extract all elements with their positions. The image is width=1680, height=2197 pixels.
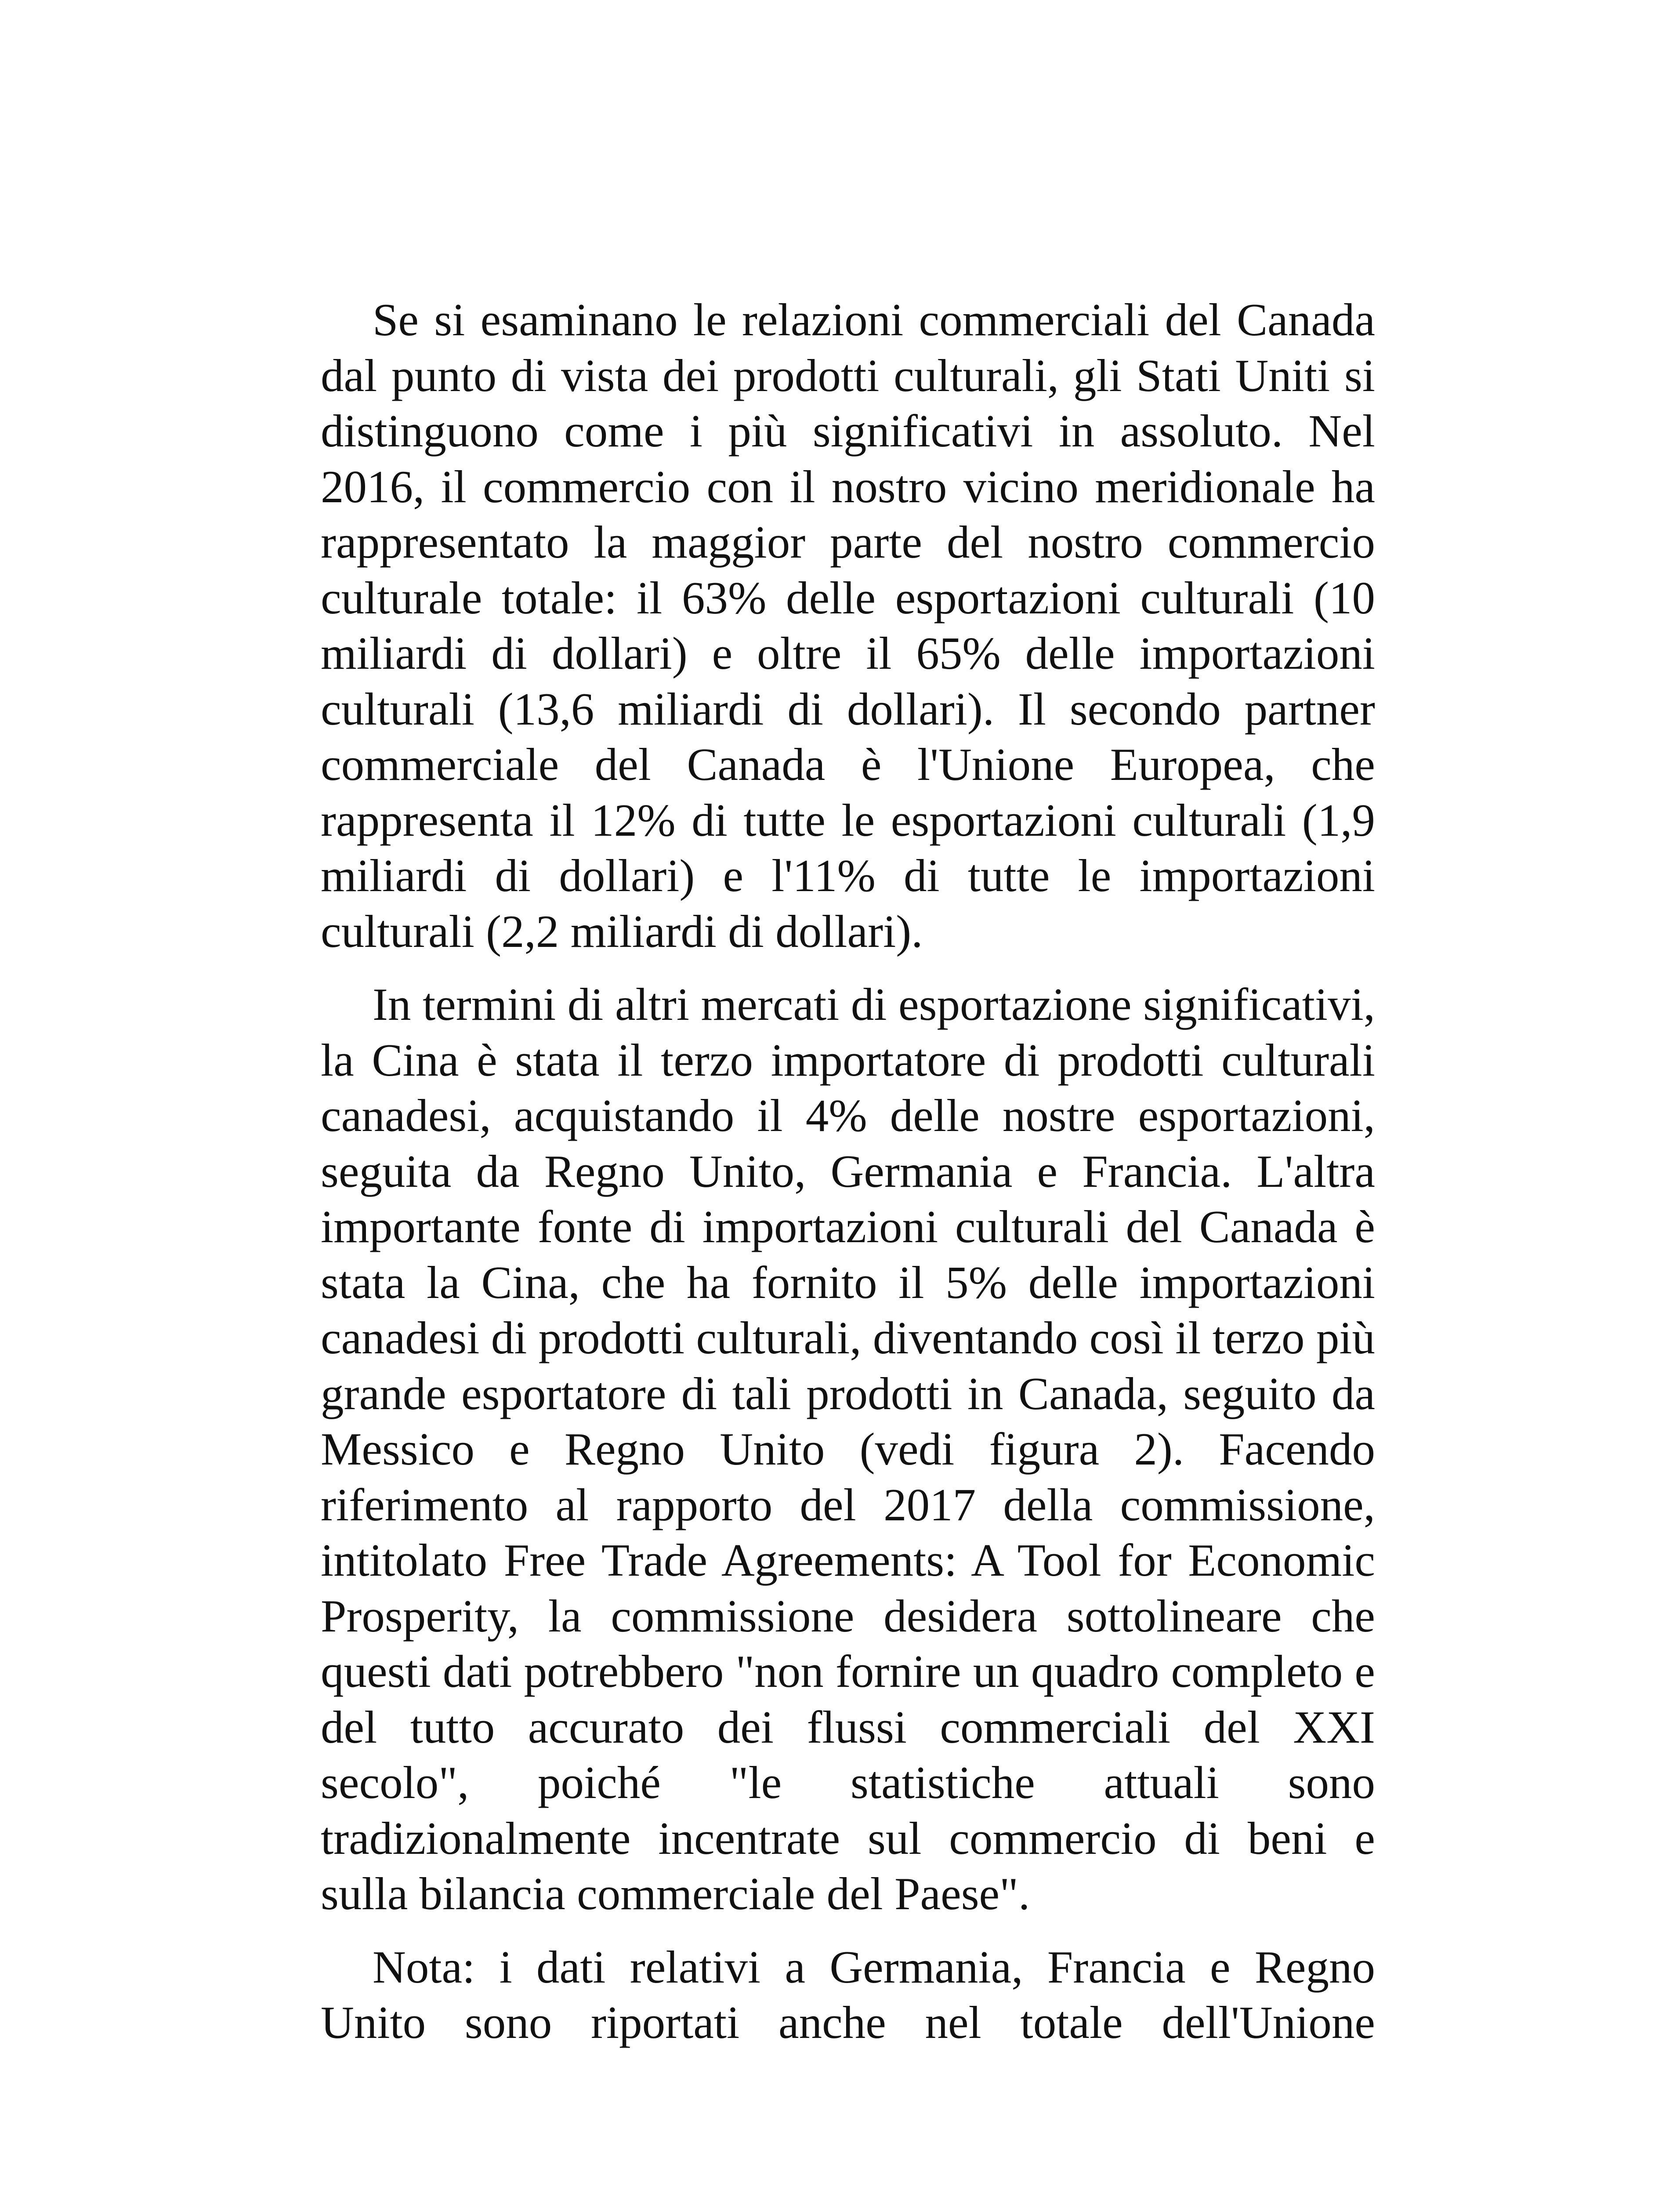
paragraph-3: Nota: i dati relativi a Germania, Francia e Regno Unito sono riportati anche nel totale dell'Unione	[321, 1941, 1375, 2048]
paragraph-2: In termini di altri mercati di esportazione significativi, la Cina è stata il terzo importatore di prodotti culturali canadesi, acquistando il 4% delle nostre esportazioni, seguita da Regno Unito, Germania e Francia. L'altra importante fonte di importazioni culturali del Canada è stata la Cina, che ha fornito il 5% delle importazioni canadesi di prodotti culturali, diventando così il terzo più grande esportatore di tali prodotti in Canada, seguito da Messico e Regno Unito (vedi figura 2). Facendo riferimento al rapporto del 2017 della commissione, intitolato Free Trade Agreements: A Tool for Economic Prosperity, la commissione desidera sottolineare che questi dati potrebbero "non fornire un quadro completo e del tutto accurato dei flussi commerciali del XXI secolo", poiché "le statistiche attuali sono tradizionalmente incentrate sul commercio di beni e sulla bilancia commerciale del Paese".	[321, 979, 1375, 1919]
body-text	[321, 292, 1375, 2051]
paragraph-1: Se si esaminano le relazioni commerciali del Canada dal punto di vista dei prodotti culturali, gli Stati Uniti si distinguono come i più significativi in assoluto. Nel 2016, il commercio con il nostro vicino meridionale ha rappresentato la maggior parte del nostro commercio culturale totale: il 63% delle esportazioni culturali (10 miliardi di dollari) e oltre il 65% delle importazioni culturali (13,6 miliardi di dollari). Il secondo partner commerciale del Canada è l'Unione Europea, che rappresenta il 12% di tutte le esportazioni culturali (1,9 miliardi di dollari) e l'11% di tutte le importazioni culturali (2,2 miliardi di dollari).	[321, 294, 1375, 957]
